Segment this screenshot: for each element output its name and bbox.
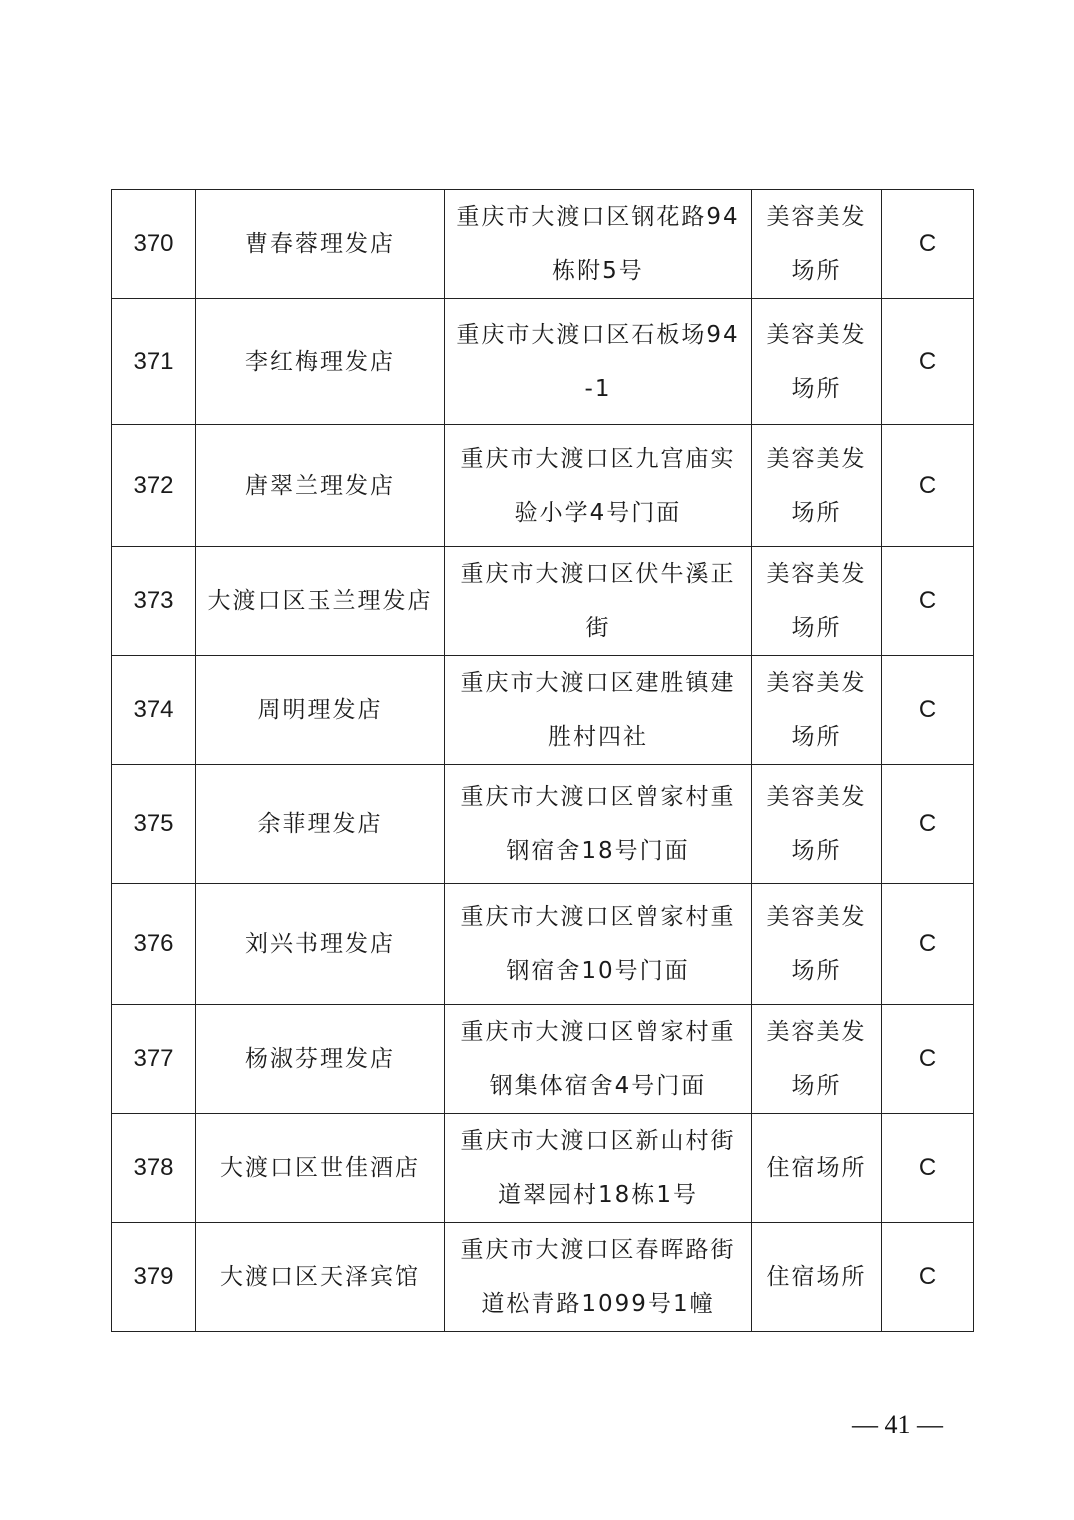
row-number: 377 (112, 1005, 196, 1114)
venue-category: 美容美发场所 (752, 547, 882, 656)
venue-grade: C (882, 299, 974, 425)
table-row (112, 547, 974, 656)
venue-category: 住宿场所 (752, 1114, 882, 1223)
venue-name: 大渡口区世佳酒店 (196, 1114, 445, 1223)
venue-name: 李红梅理发店 (196, 299, 445, 425)
row-number: 378 (112, 1114, 196, 1223)
venue-category: 美容美发场所 (752, 1005, 882, 1114)
row-number: 376 (112, 884, 196, 1005)
venue-grade: C (882, 190, 974, 299)
venue-address: 重庆市大渡口区伏牛溪正街 (445, 547, 752, 656)
table-row (112, 884, 974, 1005)
table-row (112, 1005, 974, 1114)
table-row (112, 1223, 974, 1332)
table-row (112, 425, 974, 547)
venue-category: 美容美发场所 (752, 299, 882, 425)
venue-address: 重庆市大渡口区钢花路94栋附5号 (445, 190, 752, 299)
venue-name: 杨淑芬理发店 (196, 1005, 445, 1114)
venue-name: 大渡口区玉兰理发店 (196, 547, 445, 656)
venue-address: 重庆市大渡口区曾家村重钢集体宿舍4号门面 (445, 1005, 752, 1114)
table-row (112, 656, 974, 765)
venue-name: 周明理发店 (196, 656, 445, 765)
row-number: 372 (112, 425, 196, 547)
venue-address: 重庆市大渡口区九宫庙实验小学4号门面 (445, 425, 752, 547)
table-row (112, 190, 974, 299)
venue-category: 美容美发场所 (752, 190, 882, 299)
venue-name: 曹春蓉理发店 (196, 190, 445, 299)
venue-name: 唐翠兰理发店 (196, 425, 445, 547)
row-number: 370 (112, 190, 196, 299)
venue-grade: C (882, 547, 974, 656)
row-number: 373 (112, 547, 196, 656)
venue-address: 重庆市大渡口区建胜镇建胜村四社 (445, 656, 752, 765)
row-number: 371 (112, 299, 196, 425)
venue-address: 重庆市大渡口区曾家村重钢宿舍10号门面 (445, 884, 752, 1005)
records-table (111, 189, 974, 1332)
table-row (112, 1114, 974, 1223)
venue-address: 重庆市大渡口区曾家村重钢宿舍18号门面 (445, 765, 752, 884)
venue-address: 重庆市大渡口区春晖路街道松青路1099号1幢 (445, 1223, 752, 1332)
row-number: 374 (112, 656, 196, 765)
row-number: 379 (112, 1223, 196, 1332)
venue-name: 余菲理发店 (196, 765, 445, 884)
venue-grade: C (882, 656, 974, 765)
venue-category: 美容美发场所 (752, 425, 882, 547)
venue-grade: C (882, 1114, 974, 1223)
venue-address: 重庆市大渡口区新山村街道翠园村18栋1号 (445, 1114, 752, 1223)
venue-grade: C (882, 425, 974, 547)
venue-address: 重庆市大渡口区石板场94-1 (445, 299, 752, 425)
page-number: — 41 — (852, 1410, 943, 1439)
venue-grade: C (882, 884, 974, 1005)
venue-grade: C (882, 765, 974, 884)
table-row (112, 299, 974, 425)
venue-name: 刘兴书理发店 (196, 884, 445, 1005)
venue-grade: C (882, 1005, 974, 1114)
venue-category: 住宿场所 (752, 1223, 882, 1332)
venue-category: 美容美发场所 (752, 656, 882, 765)
row-number: 375 (112, 765, 196, 884)
venue-grade: C (882, 1223, 974, 1332)
venue-name: 大渡口区天泽宾馆 (196, 1223, 445, 1332)
table-row (112, 765, 974, 884)
venue-category: 美容美发场所 (752, 884, 882, 1005)
venue-category: 美容美发场所 (752, 765, 882, 884)
